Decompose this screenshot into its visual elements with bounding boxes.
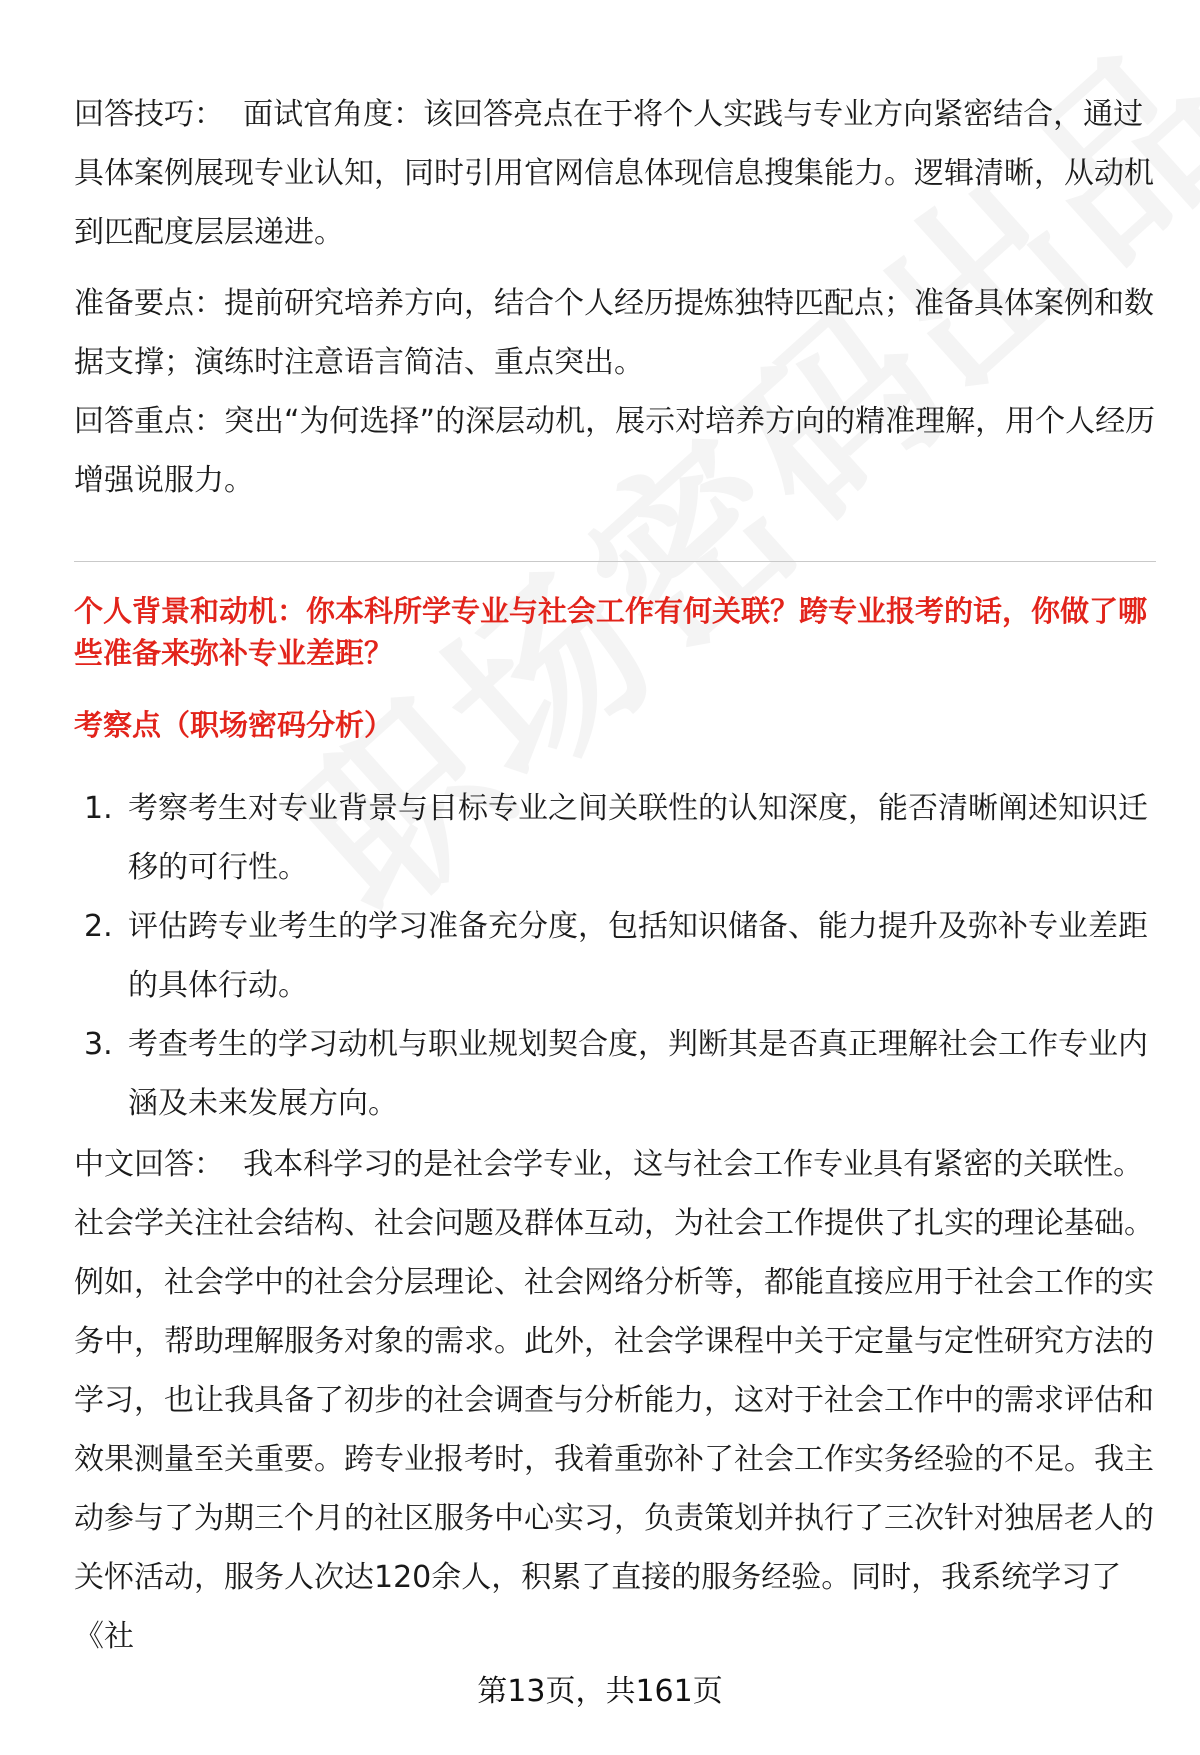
focus-text: 突出“为何选择”的深层动机，展示对培养方向的精准理解，用个人经历增强说服力。 <box>74 404 1156 498</box>
list-item <box>74 779 1160 897</box>
list-item <box>74 1015 1160 1133</box>
list-text: 考查考生的学习动机与职业规划契合度，判断其是否真正理解社会工作专业内涵及未来发展方向。 <box>128 1027 1148 1121</box>
list-number: 3. <box>84 1027 113 1062</box>
prep-text: 提前研究培养方向，结合个人经历提炼独特匹配点；准备具体案例和数据支撑；演练时注意语言简洁、重点突出。 <box>74 286 1154 380</box>
answer-text: 我本科学习的是社会学专业，这与社会工作专业具有紧密的关联性。社会学关注社会结构、社会问题及群体互动，为社会工作提供了扎实的理论基础。例如，社会学中的社会分层理论、社会网络分析等，都能直接应用于社会工作的实务中，帮助理解服务对象的需求。此外，社会学课程中关于定量与定性研究方法的学习，也让我具备了初步的社会调查与分析能力，这对于社会工作中的需求评估和效果测量至关重要。跨专业报考时，我着重弥补了社会工作实务经验的不足。我主动参与了为期三个月的社区服务中心实习，负责策划并执行了三次针对独居老人的关怀活动，服务人次达120余人，积累了直接的服务经验。同时，我系统学习了《社 <box>74 1147 1154 1654</box>
list-number: 2. <box>84 909 113 944</box>
list-text: 评估跨专业考生的学习准备充分度，包括知识储备、能力提升及弥补专业差距的具体行动。 <box>128 909 1148 1003</box>
list-text: 考察考生对专业背景与目标专业之间关联性的认知深度，能否清晰阐述知识迁移的可行性。 <box>128 791 1148 885</box>
technique-text: 面试官角度：该回答亮点在于将个人实践与专业方向紧密结合，通过具体案例展现专业认知，同时引用官网信息体现信息搜集能力。逻辑清晰，从动机到匹配度层层递进。 <box>74 97 1154 250</box>
focus-label: 回答重点： <box>74 404 224 439</box>
interview-question: 个人背景和动机：你本科所学专业与社会工作有何关联？跨专业报考的话，你做了哪些准备来弥补专业差距？ <box>74 594 1148 670</box>
page-number-footer: 第13页，共161页 <box>477 1674 723 1709</box>
answer-label: 中文回答： <box>74 1147 224 1182</box>
answer-technique-paragraph <box>74 85 1160 262</box>
analysis-points-list <box>74 779 1160 1133</box>
answer-focus-paragraph <box>74 392 1160 510</box>
chinese-answer-paragraph <box>74 1135 1160 1666</box>
preparation-points-paragraph <box>74 274 1160 392</box>
technique-label: 回答技巧： <box>74 97 224 132</box>
prep-label: 准备要点： <box>74 286 224 321</box>
list-number: 1. <box>84 791 113 826</box>
section-divider <box>74 561 1156 562</box>
analysis-heading: 考察点（职场密码分析） <box>74 708 394 742</box>
list-item <box>74 897 1160 1015</box>
